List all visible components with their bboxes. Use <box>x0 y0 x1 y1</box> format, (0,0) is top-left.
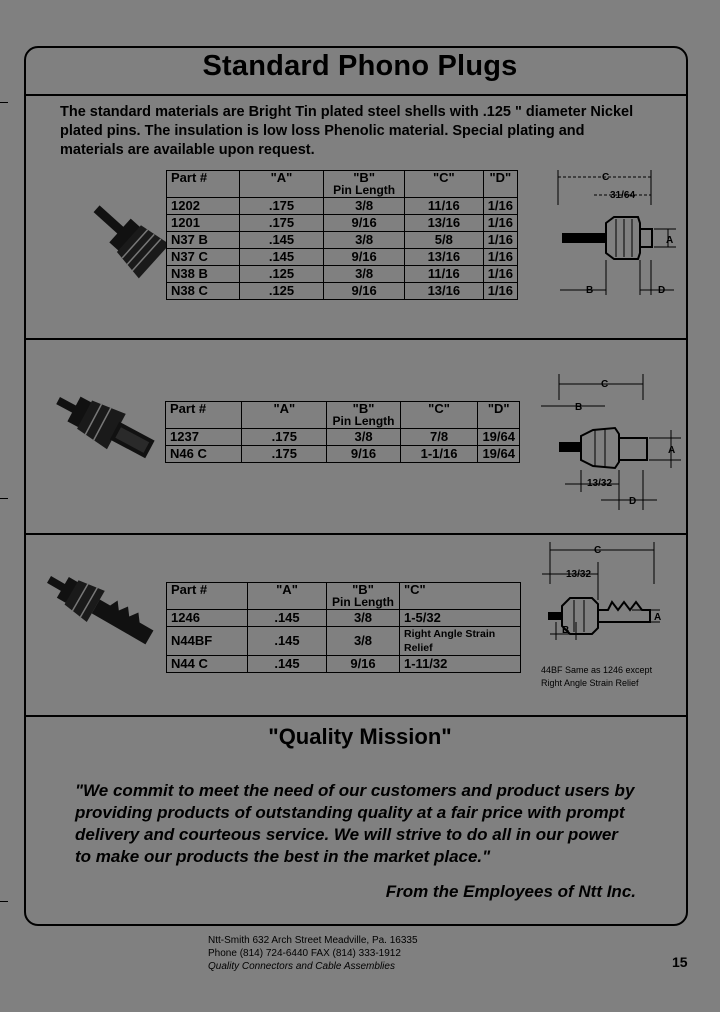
col-a-header: "A" <box>242 402 327 429</box>
part-cell: N44BF <box>167 627 248 656</box>
d-cell: 1/16 <box>483 283 517 300</box>
dim-a-label: A <box>666 235 674 246</box>
dim-c-label: C <box>602 172 610 183</box>
c-cell: 13/16 <box>404 215 483 232</box>
c-cell: 1-5/32 <box>400 610 521 627</box>
dim-31-64-label: 31/64 <box>610 190 636 201</box>
col-b-label: "B" <box>352 401 375 416</box>
part-cell: N37 B <box>167 232 240 249</box>
page-title: Standard Phono Plugs <box>202 50 518 82</box>
footer-address: Ntt-Smith 632 Arch Street Meadville, Pa. 16335 <box>208 935 418 946</box>
col-b-header <box>327 583 400 610</box>
margin-tick <box>0 102 8 103</box>
intro-line: materials are available upon request. <box>60 142 315 158</box>
c-cell: 1-1/16 <box>400 446 478 463</box>
footer-tagline: Quality Connectors and Cable Assemblies <box>208 961 395 972</box>
dim-13-32-label: 13/32 <box>587 478 613 489</box>
section-divider <box>24 338 688 340</box>
title-divider <box>24 94 688 96</box>
part-cell: N46 C <box>166 446 242 463</box>
part-cell: N37 C <box>167 249 240 266</box>
mission-signature: From the Employees of Ntt Inc. <box>385 882 636 901</box>
part-cell: 1202 <box>167 198 240 215</box>
table-row <box>167 266 518 283</box>
quote-line: providing products of outstanding quality at a fair price with prompt <box>75 803 625 822</box>
d-cell: 1/16 <box>483 215 517 232</box>
dim-13-32-label: 13/32 <box>566 569 592 580</box>
spec-table-2 <box>165 401 520 463</box>
spec-table-1 <box>166 170 518 300</box>
quote-line: delivery and courteous service. We will strive to do all in our power <box>75 825 618 844</box>
table-row <box>167 283 518 300</box>
note-line: Right Angle Strain Relief <box>541 678 639 688</box>
part-cell: 1246 <box>167 610 248 627</box>
table-header-row <box>167 583 521 610</box>
table-row <box>166 429 520 446</box>
a-cell: .175 <box>242 446 327 463</box>
a-cell: .175 <box>242 429 327 446</box>
col-b-label: "B" <box>352 582 374 597</box>
part-cell: N44 C <box>167 656 248 673</box>
table-row <box>167 232 518 249</box>
table-row <box>167 198 518 215</box>
col-a-header: "A" <box>248 583 327 610</box>
col-a-header: "A" <box>239 171 324 198</box>
intro-paragraph <box>60 103 660 160</box>
dimension-diagram-3 <box>536 540 686 662</box>
footer-phone: Phone (814) 724-6440 FAX (814) 333-1912 <box>208 948 401 959</box>
b-cell: 3/8 <box>327 627 400 656</box>
table-header-row <box>167 171 518 198</box>
mission-title: "Quality Mission" <box>268 724 452 749</box>
c-cell: 13/16 <box>404 249 483 266</box>
intro-line: The standard materials are Bright Tin plated steel shells with .125 " diameter Nickel <box>60 104 634 120</box>
section-divider <box>24 533 688 535</box>
col-part-header: Part # <box>167 171 240 198</box>
b-cell: 3/8 <box>324 198 405 215</box>
quote-line: to make our products the best in the market place." <box>75 847 491 866</box>
dim-a-label: A <box>654 612 662 623</box>
dim-a-label: A <box>668 445 676 456</box>
d-cell: 1/16 <box>483 249 517 266</box>
d-cell: 1/16 <box>483 232 517 249</box>
phono-plug-photo-2 <box>48 385 160 465</box>
b-cell: 9/16 <box>324 215 405 232</box>
table-row <box>166 446 520 463</box>
a-cell: .145 <box>248 656 327 673</box>
section-divider <box>24 715 688 717</box>
dim-b-label: B <box>586 285 594 296</box>
a-cell: .125 <box>239 266 324 283</box>
a-cell: .145 <box>239 249 324 266</box>
mission-quote <box>75 780 675 868</box>
b-cell: 9/16 <box>324 283 405 300</box>
margin-tick <box>0 901 8 902</box>
a-cell: .145 <box>248 627 327 656</box>
b-cell: 3/8 <box>327 429 400 446</box>
col-part-header: Part # <box>167 583 248 610</box>
table-row <box>167 627 521 656</box>
a-cell: .145 <box>248 610 327 627</box>
b-cell: 9/16 <box>324 249 405 266</box>
table-row <box>167 215 518 232</box>
c-cell: Right Angle Strain Relief <box>400 627 521 656</box>
dim-b-label: B <box>562 625 570 636</box>
c-cell: 13/16 <box>404 283 483 300</box>
b-cell: 9/16 <box>327 446 400 463</box>
c-cell: 11/16 <box>404 198 483 215</box>
d-cell: 19/64 <box>478 446 520 463</box>
dimension-diagram-2 <box>535 370 685 520</box>
d-cell: 19/64 <box>478 429 520 446</box>
col-b-sublabel: Pin Length <box>332 595 394 609</box>
a-cell: .145 <box>239 232 324 249</box>
quote-line: "We commit to meet the need of our customers and product users by <box>75 781 635 800</box>
b-cell: 3/8 <box>327 610 400 627</box>
col-d-header: "D" <box>478 402 520 429</box>
b-cell: 9/16 <box>327 656 400 673</box>
table-row <box>167 249 518 266</box>
dimension-diagram-1 <box>550 165 685 300</box>
col-b-sublabel: Pin Length <box>333 183 396 197</box>
part-cell: N38 C <box>167 283 240 300</box>
b-cell: 3/8 <box>324 266 405 283</box>
d-cell: 1/16 <box>483 198 517 215</box>
page-number: 15 <box>672 954 688 970</box>
col-b-header <box>324 171 405 198</box>
part-cell: N38 B <box>167 266 240 283</box>
col-d-header: "D" <box>483 171 517 198</box>
dim-d-label: D <box>658 285 666 296</box>
dim-c-label: C <box>601 379 609 390</box>
table-row <box>167 656 521 673</box>
diagram-note <box>541 664 652 690</box>
margin-tick <box>0 498 8 499</box>
d-cell: 1/16 <box>483 266 517 283</box>
footer <box>208 934 418 973</box>
part-cell: 1201 <box>167 215 240 232</box>
col-b-label: "B" <box>353 170 375 185</box>
b-cell: 3/8 <box>324 232 405 249</box>
dim-d-label: D <box>629 496 637 507</box>
dim-b-label: B <box>575 402 583 413</box>
col-c-header: "C" <box>404 171 483 198</box>
intro-line: plated pins. The insulation is low loss Phenolic material. Special plating and <box>60 123 585 139</box>
col-b-sublabel: Pin Length <box>332 414 395 428</box>
note-line: 44BF Same as 1246 except <box>541 665 653 675</box>
c-cell: 1-11/32 <box>400 656 521 673</box>
phono-plug-photo-3 <box>36 565 166 660</box>
phono-plug-photo-1 <box>66 180 166 290</box>
table-row <box>167 610 521 627</box>
col-c-header: "C" <box>400 583 521 610</box>
table-header-row <box>166 402 520 429</box>
a-cell: .125 <box>239 283 324 300</box>
col-part-header: Part # <box>166 402 242 429</box>
a-cell: .175 <box>239 198 324 215</box>
c-cell: 7/8 <box>400 429 478 446</box>
dim-c-label: C <box>594 545 602 556</box>
spec-table-3 <box>166 582 521 673</box>
col-c-header: "C" <box>400 402 478 429</box>
c-cell: 11/16 <box>404 266 483 283</box>
col-b-header <box>327 402 400 429</box>
part-cell: 1237 <box>166 429 242 446</box>
a-cell: .175 <box>239 215 324 232</box>
c-cell: 5/8 <box>404 232 483 249</box>
